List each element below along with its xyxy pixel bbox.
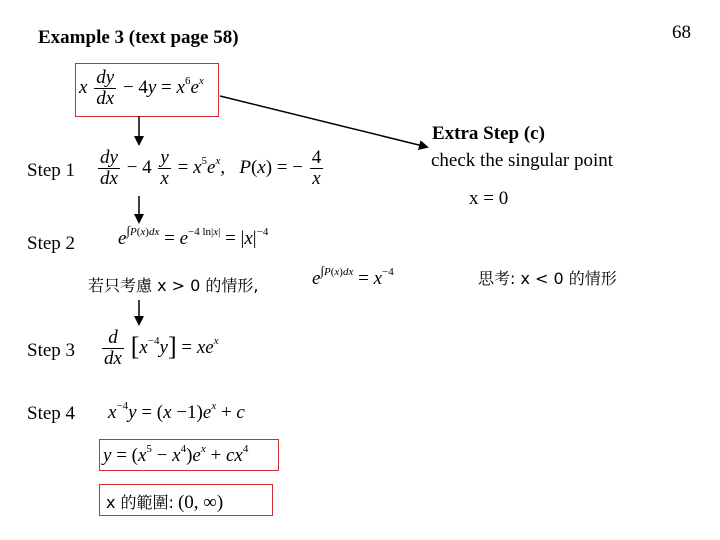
- step-3-equation: $\frac{d}{dx}$ $[x^{-4}y] = xe^x$: [104, 327, 219, 369]
- page-title: Example 3 (text page 58): [38, 27, 239, 48]
- consider-positive-note: 若只考慮 x > 0 的情形,: [88, 276, 259, 295]
- original-equation-box: x $\frac{dy}{dx}$ − $4y = x^6e^x$: [75, 63, 219, 117]
- page-number: 68: [672, 22, 691, 43]
- solution-box: $y = (x^5 - x^4)e^x + cx^4$: [99, 439, 279, 471]
- consider-negative-note: 思考: x < 0 的情形: [478, 269, 617, 288]
- step-1-label: Step 1: [27, 160, 76, 181]
- extra-step-subtitle: check the singular point: [431, 150, 614, 171]
- singular-point: x = 0: [469, 188, 509, 209]
- range-value: (0, ∞): [177, 492, 224, 513]
- step-2-positive-equation: $e^{\int P(x)dx} = x^{-4}$: [312, 263, 394, 289]
- extra-step-title: Extra Step (c): [432, 123, 545, 144]
- step-1-equation: $\frac{dy}{dx}$ − 4 $\frac{y}{x}$ = $x^5e^x$, P(x) = − $\frac{4}{x}$: [100, 147, 322, 189]
- range-label: x 的範圍:: [106, 493, 174, 512]
- step-3-label: Step 3: [27, 340, 76, 361]
- step-4-label: Step 4: [27, 403, 76, 424]
- arrow-to-extra-step: [220, 96, 427, 147]
- step-2-label: Step 2: [27, 233, 76, 254]
- step-4-equation: $x^{-4}y = (x -1)e^x + c$: [108, 400, 245, 423]
- step-2-equation: $e^{\int P(x)dx} = e^{-4 ln|x|} = |x|^{-4}$: [118, 223, 269, 249]
